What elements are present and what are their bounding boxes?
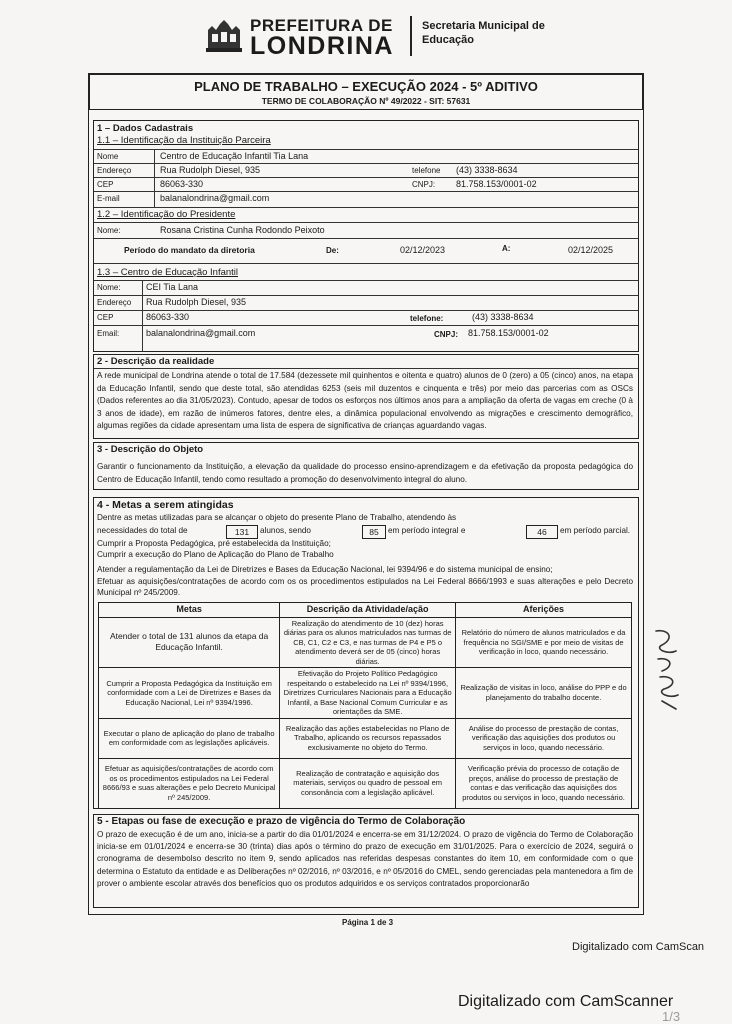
descricao-header: Descrição da Atividade/ação [280,603,456,618]
cei-endereco-value: Rua Rudolph Diesel, 935 [146,297,247,307]
section-4-intro: Dentre as metas utilizadas para se alcançar o objeto do presente Plano de Trabalho, atendendo às [97,513,457,522]
total-alunos-box: 131 [226,525,258,539]
cei-cnpj-label: CNPJ: [434,330,459,339]
table-cell: Atender o total de 131 alunos da etapa da Educação Infantil. [99,617,280,668]
header-divider [410,16,412,56]
metas-table [98,602,632,809]
table-cell: Realização de contratação e aquisição dos materiais, serviços ou quadro de pessoal em consonância com a legislação aplicável. [280,758,456,808]
endereco-value: Rua Rudolph Diesel, 935 [160,165,261,175]
table-row [99,617,632,668]
table-cell: Realização das ações estabelecidas no Plano de Trabalho, aplicando os recursos repassados exclusivamente no objeto do Termo. [280,718,456,758]
section-5 [93,814,639,908]
table-cell: Verificação prévia do processo de cotação de preços, análise do processo de prestação de contas e das verificação das aquisições dos produtos ou serviços in loco, quando necessário. [456,758,632,808]
table-cell: Cumprir a Proposta Pedagógica da Instituição em conformidade com a Lei de Diretrizes e Bases da Educação Nacional, Lei nº 9394/1996. [99,668,280,719]
table-cell: Efetuar as aquisições/contratações de acordo com os os procedimentos estipulados na Lei Federal 8666/93 e suas alterações e pelo Decreto Municipal nº 245/2009. [99,758,280,808]
city-crest-icon [204,16,244,54]
table-cell: Relatório do número de alunos matriculados e da frequência no SGI/SME e por meio de visitas de verificação in loco, quando necessário. [456,617,632,668]
section-1 [93,120,639,352]
table-row [99,668,632,719]
periodo-label: Período do mandato da diretoria [124,245,255,255]
meta-line-b: Cumprir a execução do Plano de Aplicação do Plano de Trabalho [97,550,334,559]
meta-line-a: Cumprir a Proposta Pedagógica, pré estabelecida da Instituição; [97,539,331,548]
section-3-heading: 3 - Descrição do Objeto [97,444,204,455]
cei-email-value: balanalondrina@gmail.com [146,328,256,338]
cei-email-label: Email: [97,329,120,338]
section-1-3-heading: 1.3 – Centro de Educação Infantil [97,267,239,278]
de-label: De: [326,246,339,255]
section-1-1-heading: 1.1 – Identificação da Instituição Parceira [97,135,271,146]
cep-value: 86063-330 [160,179,204,189]
handwritten-signature [648,625,688,715]
alunos-sendo-label: alunos, sendo [260,526,311,535]
title-box [89,74,643,110]
cei-telefone-label: telefone: [410,314,444,323]
cei-telefone-value: (43) 3338-8634 [472,312,534,322]
section-2-text: A rede municipal de Londrina atende o total de 17.584 (dezessete mil quinhentos e oitenta e quatro) alunos de 0 (zero) a 05 (cinco) anos, na etapa da Educação Infantil, sendo que deste total, são atendidas 6253 (seis mil duzentos e cinquenta e três) por meio das parcerias com as OSCs (Dados referentes ao dia 31/05/2023). Contudo, apesar de todos os esforços nos últimos anos para a ampliação da oferta de vagas em creche (0 à 3 anos de idade), em razão de inúmeros fatores, dentre eles, a dinâmica populacional envolvendo as migrações e crescimento demográfico, algumas regiões da cidade apresentam uma lista de espera de significativa de crianças aguardando vagas. [97,371,633,431]
cep-label: CEP [97,180,114,189]
metas-header: Metas [99,603,280,618]
de-value: 02/12/2023 [400,245,446,255]
section-1-2-heading: 1.2 – Identificação do Presidente [97,209,236,220]
term-line: TERMO DE COLABORAÇÃO Nº 49/2022 - SIT: 57631 [261,96,471,106]
table-cell: Executar o plano de aplicação do plano de trabalho em conformidade com as legislações aplicáveis. [99,718,280,758]
camscan-stamp-small: Digitalizado com CamScan [572,941,705,953]
cei-cep-label: CEP [97,313,114,322]
table-row [99,758,632,808]
presidente-nome-value: Rosana Cristina Cunha Rodondo Peixoto [160,225,325,235]
table-cell: Efetivação do Projeto Político Pedagógico respeitando o estabelecido na Lei nº 9394/1996, Diretrizes Curriculares Nacionais para a Educação Infantil, a Base Nacional Comum Curricular e as orientações da SME. [280,668,456,719]
a-value: 02/12/2025 [568,245,614,255]
nome-label: Nome [97,152,119,161]
presidente-nome-label: Nome: [97,226,121,235]
cei-nome-value: CEI Tia Lana [146,282,199,292]
section-3 [93,442,639,490]
email-label: E-mail [97,194,120,203]
cei-cep-value: 86063-330 [146,312,190,322]
telefone-value: (43) 3338-8634 [456,165,518,175]
brand-bottom: LONDRINA [250,32,394,60]
page-count: 1/3 [662,1009,681,1024]
section-2 [93,354,639,439]
brand-top: PREFEITURA DE [250,16,393,35]
nome-value: Centro de Educação Infantil Tia Lana [160,151,309,161]
section-3-text: Garantir o funcionamento da Instituição, a elevação da qualidade do processo ensino-aprendizagem e da efetivação da proposta pedagógica do Centro de Educação Infantil, tendo como resultado a promoção do desenvolvimento integral do aluno. [97,462,633,484]
meta-line-d: Efetuar as aquisições/contratações de acordo com os os procedimentos estipulados na Lei Federal 8666/1993 e suas alterações e pelo Decreto Municipal nº 245/2009. [97,577,633,597]
table-cell: Realização do atendimento de 10 (dez) horas diárias para os alunos matriculados nas turmas de CB, C1, C2 e C3, e nas turmas de P4 e P5 o atendimento deverá ser de 05 (cinco) horas diárias. [280,617,456,668]
parcial-box: 46 [526,525,558,539]
section-5-heading: 5 - Etapas ou fase de execução e prazo de vigência do Termo de Colaboração [97,816,466,827]
integral-label: em período integral e [388,526,466,535]
document-title: PLANO DE TRABALHO – EXECUÇÃO 2024 - 5º ADITIVO [194,79,538,94]
table-row [99,718,632,758]
endereco-label: Endereço [97,166,132,175]
section-4-heading: 4 - Metas a serem atingidas [97,499,234,511]
cei-cnpj-value: 81.758.153/0001-02 [468,328,549,338]
section-1-heading: 1 – Dados Cadastrais [97,123,194,134]
necessidades-label: necessidades do total de [97,526,188,535]
cei-nome-label: Nome: [97,283,121,292]
telefone-label: telefone [412,166,441,175]
table-cell: Realização de visitas in loco, análise do PPP e do planejamento do trabalho docente. [456,668,632,719]
table-cell: Análise do processo de prestação de contas, verificação das aquisições dos produtos ou serviços in loco, quando necessário. [456,718,632,758]
camscanner-stamp-large: Digitalizado com CamScanner [458,993,674,1010]
cei-endereco-label: Endereço [97,298,132,307]
integral-box: 85 [362,525,386,539]
meta-line-c: Atender a regulamentação da Lei de Diretrizes e Bases da Educação Nacional, lei 9394/96 e do sistema municipal de ensino; [97,565,553,574]
cnpj-value: 81.758.153/0001-02 [456,179,537,189]
secretaria-name: Secretaria Municipal de Educação [422,20,545,46]
email-value: balanalondrina@gmail.com [160,193,270,203]
a-label: A: [502,244,511,253]
cnpj-label: CNPJ: [412,180,436,189]
document-page [88,73,644,915]
section-4 [93,497,639,809]
page-number: Página 1 de 3 [342,918,394,927]
header-logo [198,10,578,60]
parcial-label: em período parcial. [560,526,631,535]
section-2-heading: 2 - Descrição da realidade [97,356,215,367]
section-5-text: O prazo de execução é de um ano, inicia-se a partir do dia 01/01/2024 e encerra-se em 31/12/2024. O prazo de vigência do Termo de Colaboração inicia-se em 01/01/2024 e encerra-se 30 (trinta) dias após o término do prazo de execução em 31/01/2025. Para o exercício de 2024, seguirá o cronograma de desembolso descrito no item 9, sendo aplicados nas referidas despesas constantes do item 10, em conformidade com o que determina o Estatuto da entidade e as Deliberações nº 02/2016, nº 03/2016, e nº 05/2016 do CMEL, sendo gerenciadas pela mantenedora a fim de prover o ambiente escolar através dos benefícios quo os produtos adquiridos e os serviços contratados proporcionarão [97,830,633,888]
afericoes-header: Aferições [456,603,632,618]
